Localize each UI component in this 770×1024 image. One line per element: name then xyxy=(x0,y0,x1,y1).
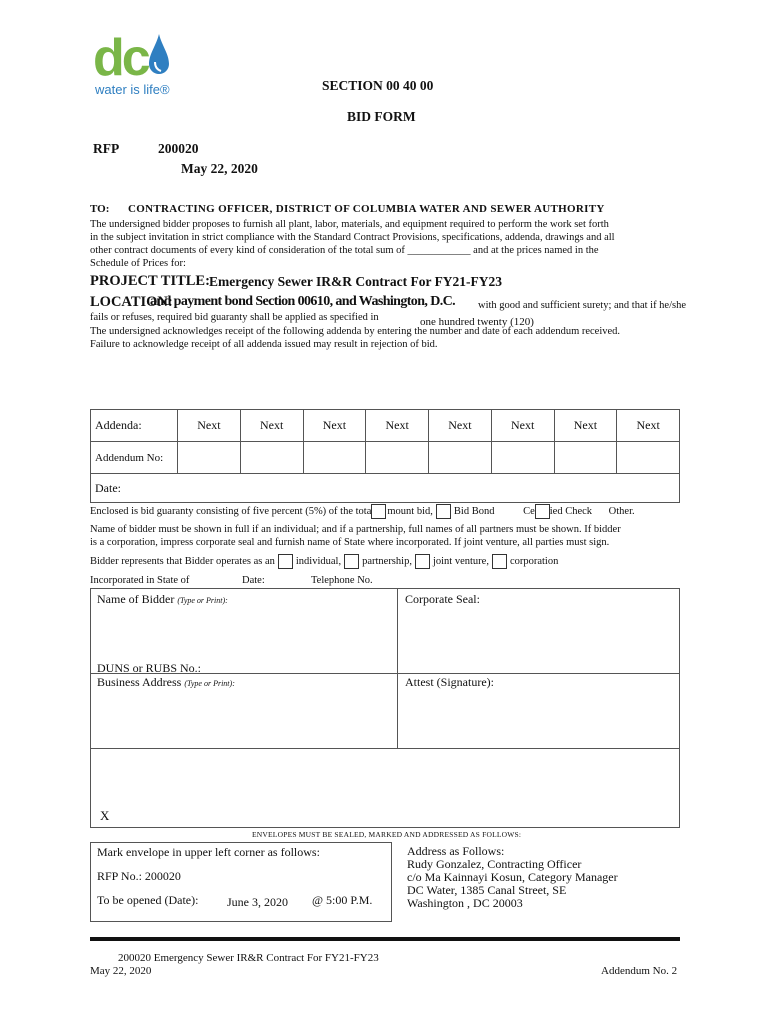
corporation-label: corporation xyxy=(509,555,559,567)
intro-line: Schedule of Prices for: xyxy=(90,258,186,269)
envelope-rfp-line: RFP No.: 200020 xyxy=(97,869,181,883)
name-note xyxy=(90,523,690,549)
addenda-table xyxy=(90,409,680,503)
location-tail: with good and sufficient surety; and that if he/she xyxy=(478,300,687,311)
name-note-line: Name of bidder must be shown in full if an individual; and if a partnership, full names of all partners must be shown. If bidder xyxy=(90,524,621,535)
intro-line: The undersigned bidder proposes to furnish all plant, labor, materials, and equipment required to perform the work set forth xyxy=(90,219,609,230)
joint-venture-label: joint venture, xyxy=(432,555,489,567)
logo-tagline: water is life® xyxy=(95,82,170,97)
table-row xyxy=(91,474,680,503)
next-link[interactable]: Next xyxy=(491,410,554,442)
next-link[interactable]: Next xyxy=(617,410,680,442)
section-number: SECTION 00 40 00 xyxy=(322,78,434,93)
rfp-date: May 22, 2020 xyxy=(181,161,258,176)
envelope-heading: ENVELOPES MUST BE SEALED, MARKED AND ADDRESSED AS FOLLOWS: xyxy=(252,830,522,839)
bidder-name-field[interactable] xyxy=(97,592,228,607)
project-title-value: Emergency Sewer IR&R Contract For FY21-FY23 xyxy=(209,274,503,289)
signature-mark: X xyxy=(100,808,110,823)
business-address-label: Business Address xyxy=(97,675,182,689)
address-line: Rudy Gonzalez, Contracting Officer xyxy=(407,857,582,871)
certified-check-checkbox[interactable] xyxy=(535,504,550,519)
intro-line: in the subject invitation in strict compliance with the Standard Contract Provisions, specifications, addenda, drawings and all xyxy=(90,232,615,243)
incorporated-date-label: Date: xyxy=(242,575,265,586)
addendum-no-field[interactable] xyxy=(617,442,680,474)
rfp-number: 200020 xyxy=(158,141,199,156)
next-link[interactable]: Next xyxy=(366,410,429,442)
bidder-divider-horizontal xyxy=(90,748,679,749)
next-link[interactable]: Next xyxy=(429,410,492,442)
dc-water-logo xyxy=(93,29,183,102)
to-value: CONTRACTING OFFICER, DISTRICT OF COLUMBIA WATER AND SEWER AUTHORITY xyxy=(128,203,605,215)
bid-bond-checkbox[interactable] xyxy=(436,504,451,519)
footer-addendum: Addendum No. 2 xyxy=(601,965,678,977)
addendum-no-field[interactable] xyxy=(178,442,241,474)
individual-checkbox[interactable] xyxy=(278,554,293,569)
bidder-name-hint: (Type or Print): xyxy=(177,596,228,605)
guaranty-line xyxy=(90,504,690,519)
bid-bond-label: Bid Bond xyxy=(453,505,495,517)
bidder-name-label: Name of Bidder xyxy=(97,592,175,606)
address-line: Washington , DC 20003 xyxy=(407,896,523,910)
total-amount-checkbox[interactable] xyxy=(371,504,386,519)
partnership-label: partnership, xyxy=(362,555,412,567)
attest-signature-label: Attest (Signature): xyxy=(405,675,494,689)
addendum-no-field[interactable] xyxy=(303,442,366,474)
footer-date: May 22, 2020 xyxy=(90,965,152,977)
bidder-divider-vertical xyxy=(397,588,398,748)
water-drop-icon xyxy=(148,34,170,76)
certified-check-label: ied Check xyxy=(549,505,593,517)
incorporated-state-label: Incorporated in State of xyxy=(90,575,190,586)
bidder-info-box xyxy=(90,588,680,828)
address-label: Address as Follows: xyxy=(407,844,505,858)
represents-line xyxy=(90,554,558,569)
next-link[interactable]: Next xyxy=(178,410,241,442)
location-line2: fails or refuses, required bid guaranty shall be applied as specified in xyxy=(90,312,379,323)
joint-venture-checkbox[interactable] xyxy=(415,554,430,569)
business-address-hint: (Type or Print): xyxy=(184,679,235,688)
date-field[interactable] xyxy=(91,474,680,503)
represents-label: Bidder represents that Bidder operates as an xyxy=(90,555,275,567)
next-link[interactable]: Next xyxy=(303,410,366,442)
telephone-label: Telephone No. xyxy=(311,575,373,586)
business-address-field[interactable] xyxy=(97,675,235,690)
address-line: DC Water, 1385 Canal Street, SE xyxy=(407,883,567,897)
addenda-label: Addenda: xyxy=(91,410,178,442)
project-title-label: PROJECT TITLE: xyxy=(90,273,210,289)
table-row xyxy=(91,442,680,474)
date-label: Date: xyxy=(95,480,121,495)
certified-check-label: Ce xyxy=(523,505,535,517)
to-label: TO: xyxy=(90,203,110,215)
other-label: Other. xyxy=(608,505,635,517)
envelope-address-block xyxy=(407,845,618,910)
addendum-no-label: Addendum No: xyxy=(91,442,178,474)
guaranty-text: Enclosed is bid guaranty consisting of five percent (5%) of the tota xyxy=(90,505,372,517)
intro-line: other contract documents of every kind of consideration of the total sum of ____________ and at the prices named in the xyxy=(90,245,599,256)
footer-rule xyxy=(90,937,680,941)
addendum-no-field[interactable] xyxy=(429,442,492,474)
form-title: BID FORM xyxy=(347,109,416,124)
name-note-line: is a corporation, impress corporate seal and furnish name of State where incorporated. If joint venture, all parties must sign. xyxy=(90,537,610,548)
ack-line2: Failure to acknowledge receipt of all addenda issued may result in rejection of bid. xyxy=(90,339,438,350)
addendum-no-field[interactable] xyxy=(554,442,617,474)
ack-line1: The undersigned acknowledges receipt of the following addenda by entering the number and date of each addendum received. xyxy=(90,326,621,337)
location-overlay: and payment bond Section 00610, and Washington, D.C. xyxy=(150,294,456,309)
intro-paragraph xyxy=(90,218,690,270)
next-link[interactable]: Next xyxy=(240,410,303,442)
open-date-label: To be opened (Date): xyxy=(97,893,199,907)
partnership-checkbox[interactable] xyxy=(344,554,359,569)
addendum-no-field[interactable] xyxy=(240,442,303,474)
addendum-no-field[interactable] xyxy=(491,442,554,474)
rfp-label: RFP xyxy=(93,141,120,156)
location-label: LOCATION: xyxy=(90,294,173,310)
duns-label: DUNS or RUBS No.: xyxy=(97,661,202,675)
individual-label: individual, xyxy=(295,555,342,567)
table-row xyxy=(91,410,680,442)
envelope-mark-label: Mark envelope in upper left corner as follows: xyxy=(97,845,320,859)
guaranty-text: mount bid, xyxy=(387,505,433,517)
corporation-checkbox[interactable] xyxy=(492,554,507,569)
footer-title: 200020 Emergency Sewer IR&R Contract For FY21-FY23 xyxy=(118,952,379,964)
next-link[interactable]: Next xyxy=(554,410,617,442)
open-time-value: @ 5:00 P.M. xyxy=(312,893,373,907)
corporate-seal-label: Corporate Seal: xyxy=(405,592,480,606)
address-line: c/o Ma Kainnayi Kosun, Category Manager xyxy=(407,870,618,884)
addendum-no-field[interactable] xyxy=(366,442,429,474)
logo-mark: dc xyxy=(93,29,148,87)
open-date-value: June 3, 2020 xyxy=(227,895,288,909)
days-value: one hundred twenty (120) xyxy=(420,316,534,328)
